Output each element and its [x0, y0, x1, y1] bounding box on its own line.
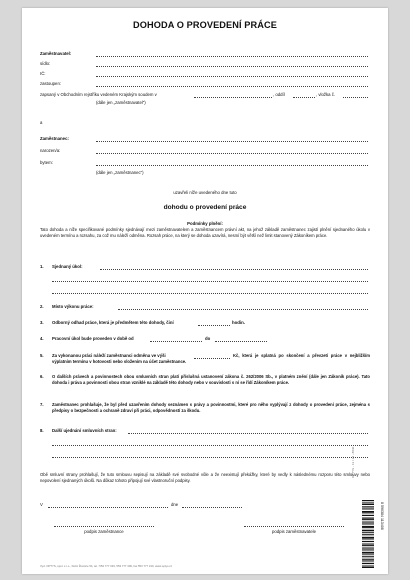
conditions-heading: Podmínky plnění:	[187, 221, 223, 226]
concluded-text: uzavřeli níže uvedeného dne tuto	[173, 190, 237, 195]
item-6-number: 6.	[40, 374, 44, 379]
item-4-number: 4.	[40, 336, 44, 341]
item-6-text: O dalších právech a povinnostech obou smluvních stran platí příslušná ustanovení zákona č. 262/2006 Sb., v platném znění (dále jen Zákoník práce). Tato dohoda i práva a povinnosti obou stran vzniklé na základě této dohody nebo v souvislosti s ní se řídí Zákoníkem práce.	[52, 374, 370, 386]
item-5-number: 5.	[40, 353, 44, 358]
item-8-label: Další ujednání smluvních stran:	[52, 428, 117, 433]
employer-heading: Zaměstnavatel:	[40, 51, 72, 56]
employer-name-line[interactable]	[96, 56, 368, 57]
employee-born-label: narozen/a:	[40, 148, 61, 153]
form-code: OPTYS - 13 / 14 - 8830	[351, 446, 355, 478]
employee-alias: (dále jen „zaměstnanec“)	[96, 170, 144, 175]
item-1-line-3[interactable]	[52, 293, 368, 294]
registry-insert-line[interactable]	[343, 97, 368, 98]
item-1-number: 1.	[40, 264, 44, 269]
item-8-line-3[interactable]	[52, 457, 368, 458]
item-7-text: Zaměstnanec prohlašuje, že byl před uzavřením dohody seznámen s právy a povinnostmi, které pro něho vyplývají z dohody o provedení práce, zejména s předpisy o bezpečnosti a ochraně zdraví při práci, odpovědností za škodu.	[52, 402, 370, 414]
place-prefix: V	[40, 502, 43, 507]
item-1-label: Sjednaný úkol:	[52, 264, 83, 269]
item-8-line-2[interactable]	[52, 445, 368, 446]
employee-name-line[interactable]	[96, 141, 368, 142]
item-4-suffix: do	[205, 336, 211, 341]
item-4-label: Pracovní úkol bude proveden v době od	[52, 336, 134, 341]
item-5-label: Za vykonanou práci náleží zaměstnanci odměna ve výši	[52, 353, 166, 358]
item-1-line-2[interactable]	[52, 281, 368, 282]
item-7-number: 7.	[40, 402, 44, 407]
place-line[interactable]	[48, 507, 168, 508]
document-page	[22, 8, 388, 574]
registry-section-line[interactable]	[293, 97, 315, 98]
item-2-number: 2.	[40, 304, 44, 309]
closing-text: Obě smluvní strany prohlašují, že tuto smlouvu sepisují na základě své svobodné vůle a že neexistují překážky, které by vedly k následnému rozporu této smlouvy nebo nepovolení sjednaných úkolů. Na důkaz tohoto připojují své vlastnoruční podpisy.	[40, 472, 370, 484]
registry-text: zapsaný v Obchodním rejstříku vedeném Krajským soudem v	[40, 92, 157, 97]
employer-represented-line[interactable]	[96, 86, 368, 87]
employee-heading: Zaměstnanec:	[40, 136, 69, 141]
item-4-from-line[interactable]	[150, 341, 202, 342]
item-8-line[interactable]	[128, 433, 368, 434]
item-4-to-line[interactable]	[215, 341, 267, 342]
employer-seat-line[interactable]	[96, 66, 368, 67]
employer-seat-label: sídlo:	[40, 61, 51, 66]
item-1-line[interactable]	[100, 269, 368, 270]
item-3-label: Odborný odhad práce, která je předmětem této dohody, činí	[52, 320, 174, 325]
barcode-number: 8 590384 113408	[380, 502, 384, 530]
employee-born-line[interactable]	[96, 153, 368, 154]
conditions-text: Tato dohoda a níže specifikované podmínky sjednávají mezi zaměstnavatelem a zaměstnancem právní akt, na jehož základě zaměstnanec zajistí plnění sjednaného úkolu v uvedeném termínu a rozsahu, za což mu náleží odměna. Rozsah práce, na který se dohoda uzavírá, nesmí být větší než limit stanovený Zákoníkem práce.	[40, 227, 370, 239]
registry-court-line[interactable]	[194, 97, 272, 98]
employee-residence-label: bytem:	[40, 160, 53, 165]
document-subtitle: dohodu o provedení práce	[163, 204, 247, 211]
employer-ic-line[interactable]	[96, 76, 368, 77]
item-3-hours-line[interactable]	[198, 325, 230, 326]
item-2-label: Místo výkonu práce:	[52, 304, 94, 309]
footer-text: Vyd. OPTYS, spol. s r.o., Dolní Životice 54, tel.: 553 777 333, 553 777 300, fax 553 777 310, www.optys.cz	[40, 564, 173, 568]
employer-represented-label: zastoupen:	[40, 81, 62, 86]
item-3-number: 3.	[40, 320, 44, 325]
item-8-number: 8.	[40, 428, 44, 433]
document-title: DOHODA O PROVEDENÍ PRÁCE	[133, 20, 277, 30]
employer-ic-label: IČ:	[40, 71, 46, 76]
employee-residence-line[interactable]	[96, 165, 368, 166]
date-label: dne	[171, 502, 179, 507]
registry-insert-label: , vložka č.	[316, 92, 336, 97]
date-line[interactable]	[182, 507, 242, 508]
barcode-image	[362, 500, 378, 568]
signature-employer-label: podpis zaměstnavatele	[272, 529, 316, 534]
signature-employee-line[interactable]	[54, 526, 154, 527]
signature-employer-line[interactable]	[244, 526, 344, 527]
registry-section-label: , oddíl	[273, 92, 285, 97]
and-word: a	[40, 120, 43, 125]
item-5-suffix: Kč, která je splatná po skončení a převzetí práce v nejbližším výplatním termínu v hotovosti nebo složením na účet zaměstnance.	[52, 353, 370, 365]
item-3-suffix: hodin.	[232, 320, 245, 325]
signature-employee-label: podpis zaměstnance	[84, 529, 124, 534]
employer-alias: (dále jen „zaměstnavatel“)	[96, 100, 146, 105]
item-2-line[interactable]	[118, 309, 368, 310]
